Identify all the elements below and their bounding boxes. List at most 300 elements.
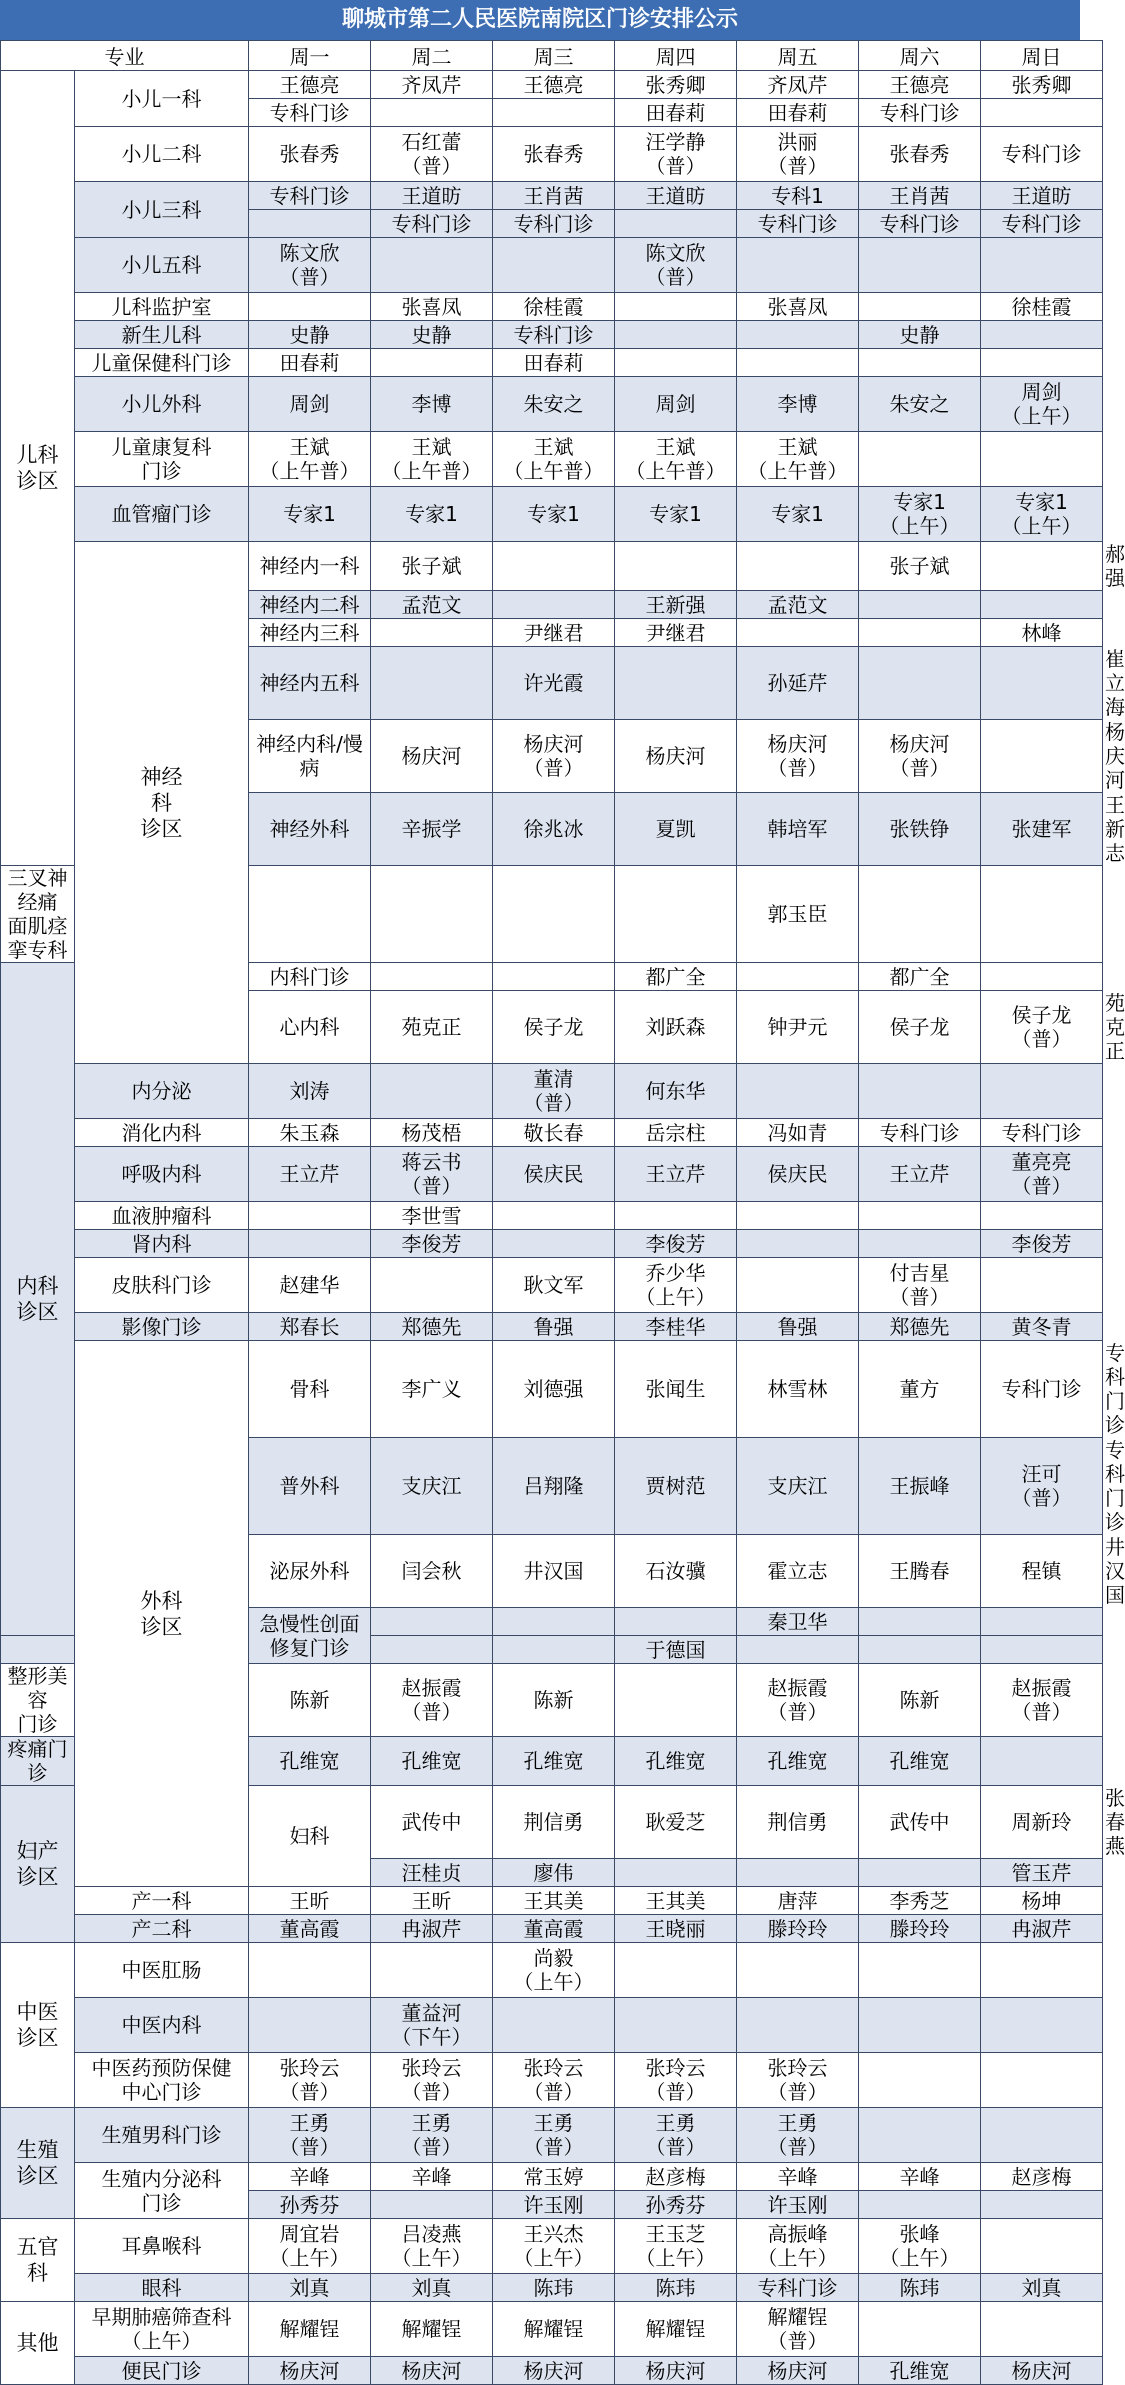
department-cell: 儿童康复科 门诊 [75, 432, 249, 487]
doctor-cell [981, 2191, 1103, 2219]
doctor-cell: 张春秀 [493, 127, 615, 182]
department-cell: 早期肺癌筛查科 （上午） [75, 2302, 249, 2357]
table-row: 神经 科 诊区 神经内一科 张子斌 张子斌 郝强 [1, 542, 1103, 591]
doctor-cell: 王腾春 [859, 1535, 981, 1608]
doctor-cell: 王勇 （普） [737, 2108, 859, 2163]
doctor-cell: 都广全 [615, 963, 737, 991]
doctor-cell: 田春莉 [737, 99, 859, 127]
doctor-cell: 专家1 （上午） [859, 487, 981, 542]
table-row [1, 293, 1103, 321]
doctor-cell: 杨庆河 （普） [493, 720, 615, 793]
doctor-cell: 史静 [371, 321, 493, 349]
department-cell: 新生儿科 [75, 321, 249, 349]
doctor-cell [493, 866, 615, 963]
doctor-cell: 冉淑芹 [371, 1915, 493, 1943]
doctor-cell: 张玲云 （普） [249, 2053, 371, 2108]
doctor-cell: 张秀卿 [981, 71, 1103, 99]
doctor-cell: 专家1 [493, 487, 615, 542]
doctor-cell [737, 1943, 859, 1998]
doctor-cell: 汪学静 （普） [615, 127, 737, 182]
table-row [1, 1887, 1103, 1915]
doctor-cell [981, 1943, 1103, 1998]
header-specialty: 专业 [1, 41, 249, 71]
doctor-cell: 赵彦梅 [615, 2163, 737, 2191]
doctor-cell: 专科门诊 [859, 99, 981, 127]
department-cell: 生殖内分泌科 门诊 [75, 2163, 249, 2219]
doctor-cell: 张子斌 [371, 542, 493, 591]
doctor-cell [981, 1998, 1103, 2053]
doctor-cell: 陈玮 [493, 2274, 615, 2302]
doctor-cell [981, 2219, 1103, 2274]
doctor-cell: 朱安之 [493, 377, 615, 432]
doctor-cell [859, 1859, 981, 1887]
doctor-cell: 许光霞 [493, 647, 615, 720]
department-cell: 儿科监护室 [75, 293, 249, 321]
doctor-cell: 杨庆河 [981, 2357, 1103, 2385]
doctor-cell [859, 2302, 981, 2357]
doctor-cell: 郑春长 [249, 1313, 371, 1341]
table-row: 泌尿外科 闫会秋 井汉国 石汝骥 霍立志 王腾春 程镇 井汉国 [1, 1535, 1103, 1608]
doctor-cell: 滕玲玲 [737, 1915, 859, 1943]
doctor-cell: 荆信勇 [493, 1786, 615, 1859]
department-cell: 神经内三科 [249, 619, 371, 647]
doctor-cell: 辛峰 [249, 2163, 371, 2191]
table-row [1, 349, 1103, 377]
doctor-cell: 张玲云 （普） [737, 2053, 859, 2108]
doctor-cell: 张喜凤 [371, 293, 493, 321]
doctor-cell: 陈玮 [859, 2274, 981, 2302]
doctor-cell: 赵建华 [249, 1258, 371, 1313]
doctor-cell: 杨庆河 [493, 2357, 615, 2385]
doctor-cell: 孔维宽 [737, 1737, 859, 1786]
department-cell: 小儿一科 [75, 71, 249, 127]
table-row: 心内科 苑克正 侯子龙 刘跃森 钟尹元 侯子龙 侯子龙 （普） 苑克正 [1, 991, 1103, 1064]
doctor-cell [615, 1998, 737, 2053]
doctor-cell: 杨庆河 [371, 720, 493, 793]
doctor-cell [615, 1859, 737, 1887]
doctor-cell: 井汉国 [493, 1535, 615, 1608]
table-row [1, 2274, 1103, 2302]
doctor-cell: 王勇 （普） [493, 2108, 615, 2163]
doctor-cell [737, 349, 859, 377]
header-day: 周五 [737, 41, 859, 71]
doctor-cell: 程镇 [981, 1535, 1103, 1608]
doctor-cell: 冯如青 [737, 1119, 859, 1147]
doctor-cell: 王德亮 [859, 71, 981, 99]
doctor-cell: 解耀锃 [493, 2302, 615, 2357]
doctor-cell [859, 238, 981, 293]
doctor-cell [371, 349, 493, 377]
doctor-cell: 陈新 [859, 1664, 981, 1737]
doctor-cell [249, 1998, 371, 2053]
doctor-cell [981, 2053, 1103, 2108]
doctor-cell [981, 2302, 1103, 2357]
doctor-cell [859, 591, 981, 619]
doctor-cell: 专科门诊 [981, 210, 1103, 238]
doctor-cell: 专家1 [249, 487, 371, 542]
doctor-cell: 专科门诊 [981, 127, 1103, 182]
doctor-cell: 李俊芳 [371, 1230, 493, 1258]
doctor-cell [249, 1202, 371, 1230]
department-cell: 消化内科 [75, 1119, 249, 1147]
department-cell: 泌尿外科 [249, 1535, 371, 1608]
department-cell: 心内科 [249, 991, 371, 1064]
header-day: 周二 [371, 41, 493, 71]
doctor-cell: 解耀锃 [249, 2302, 371, 2357]
doctor-cell [859, 647, 981, 720]
doctor-cell: 李桂华 [615, 1313, 737, 1341]
doctor-cell [981, 1737, 1103, 1786]
department-cell: 小儿三科 [75, 182, 249, 238]
table-row [1, 1147, 1103, 1202]
doctor-cell: 徐兆冰 [493, 793, 615, 866]
doctor-cell [859, 1998, 981, 2053]
table-row: 外科 诊区 骨科 李广义 刘德强 张闻生 林雪林 董方 专科门诊 专科门诊 [1, 1341, 1103, 1438]
doctor-cell: 王斌 （上午普） [615, 432, 737, 487]
doctor-cell [371, 2191, 493, 2219]
doctor-cell [981, 963, 1103, 991]
area-cell: 神经 科 诊区 [75, 542, 249, 1064]
doctor-cell [859, 2108, 981, 2163]
doctor-cell [859, 2053, 981, 2108]
doctor-cell: 专科门诊 [249, 182, 371, 210]
doctor-cell [493, 1202, 615, 1230]
doctor-cell: 王勇 （普） [371, 2108, 493, 2163]
table-row [1, 432, 1103, 487]
doctor-cell [493, 963, 615, 991]
department-cell: 神经内科/慢病 [249, 720, 371, 793]
doctor-cell [249, 1230, 371, 1258]
doctor-cell: 杨庆河 [737, 2357, 859, 2385]
doctor-cell: 解耀锃 （普） [737, 2302, 859, 2357]
doctor-cell [615, 321, 737, 349]
doctor-cell: 苑克正 [371, 991, 493, 1064]
table-row: 妇产 诊区 妇科 武传中 荆信勇 耿爱芝 荆信勇 武传中 周新玲 张春燕 [1, 1786, 1103, 1859]
area-cell: 其他 [1, 2302, 75, 2385]
schedule-body [1, 71, 1125, 2385]
doctor-cell: 王兴杰 （上午） [493, 2219, 615, 2274]
doctor-cell: 侯子龙 [493, 991, 615, 1064]
doctor-cell: 田春莉 [249, 349, 371, 377]
doctor-cell [981, 349, 1103, 377]
doctor-cell: 王勇 （普） [249, 2108, 371, 2163]
doctor-cell: 石汝骥 [615, 1535, 737, 1608]
doctor-cell: 郑德先 [371, 1313, 493, 1341]
doctor-cell: 辛峰 [737, 2163, 859, 2191]
doctor-cell [737, 963, 859, 991]
doctor-cell: 田春莉 [615, 99, 737, 127]
department-cell: 便民门诊 [75, 2357, 249, 2385]
doctor-cell: 侯庆民 [737, 1147, 859, 1202]
table-row [1, 1230, 1103, 1258]
doctor-cell [371, 99, 493, 127]
doctor-cell: 刘跃森 [615, 991, 737, 1064]
doctor-cell: 夏凯 [615, 793, 737, 866]
table-row [1, 127, 1103, 182]
doctor-cell [859, 1608, 981, 1636]
doctor-cell: 王斌 （上午普） [493, 432, 615, 487]
doctor-cell [249, 866, 371, 963]
doctor-cell: 孔维宽 [615, 1737, 737, 1786]
table-row [1, 1202, 1103, 1230]
doctor-cell [615, 1943, 737, 1998]
department-cell: 神经内一科 [249, 542, 371, 591]
doctor-cell: 武传中 [371, 1786, 493, 1859]
doctor-cell: 朱安之 [859, 377, 981, 432]
doctor-cell [493, 99, 615, 127]
department-cell: 产一科 [75, 1887, 249, 1915]
doctor-cell: 史静 [249, 321, 371, 349]
doctor-cell [981, 1608, 1103, 1636]
doctor-cell: 专家1 [371, 487, 493, 542]
doctor-cell: 孔维宽 [493, 1737, 615, 1786]
doctor-cell [981, 1636, 1103, 1664]
doctor-cell: 李博 [737, 377, 859, 432]
table-row [1, 182, 1103, 210]
doctor-cell: 付吉星 （普） [859, 1258, 981, 1313]
table-row [1, 2302, 1103, 2357]
doctor-cell: 张铁铮 [859, 793, 981, 866]
doctor-cell [859, 349, 981, 377]
doctor-cell [737, 238, 859, 293]
doctor-cell: 专科门诊 [859, 1119, 981, 1147]
doctor-cell [981, 2108, 1103, 2163]
doctor-cell [371, 963, 493, 991]
department-cell: 神经外科 [249, 793, 371, 866]
doctor-cell: 李秀芝 [859, 1887, 981, 1915]
doctor-cell: 王昕 [249, 1887, 371, 1915]
doctor-cell: 董益河 （下午） [371, 1998, 493, 2053]
doctor-cell: 鲁强 [737, 1313, 859, 1341]
doctor-cell: 霍立志 [737, 1535, 859, 1608]
department-cell: 中医肛肠 [75, 1943, 249, 1998]
doctor-cell: 支庆江 [371, 1438, 493, 1535]
doctor-cell: 解耀锃 [615, 2302, 737, 2357]
table-row [1, 321, 1103, 349]
doctor-cell: 周新玲 [981, 1786, 1103, 1859]
doctor-cell [981, 720, 1103, 793]
doctor-cell: 蒋云书 （普） [371, 1147, 493, 1202]
doctor-cell: 郑德先 [859, 1313, 981, 1341]
doctor-cell [737, 1859, 859, 1887]
doctor-cell: 刘真 [981, 2274, 1103, 2302]
doctor-cell: 敬长春 [493, 1119, 615, 1147]
doctor-cell [249, 210, 371, 238]
doctor-cell: 董亮亮 （普） [981, 1147, 1103, 1202]
doctor-cell [371, 1258, 493, 1313]
doctor-cell: 张建军 [981, 793, 1103, 866]
doctor-cell: 杨庆河 [615, 2357, 737, 2385]
doctor-cell: 齐凤芹 [371, 71, 493, 99]
header-day: 周四 [615, 41, 737, 71]
doctor-cell: 张闻生 [615, 1341, 737, 1438]
doctor-cell [371, 619, 493, 647]
doctor-cell: 孙延芹 [737, 647, 859, 720]
table-row [1, 1119, 1103, 1147]
doctor-cell: 辛振学 [371, 793, 493, 866]
doctor-cell: 辛峰 [371, 2163, 493, 2191]
doctor-cell: 专科门诊 [371, 210, 493, 238]
doctor-cell: 徐桂霞 [493, 293, 615, 321]
doctor-cell: 杨庆河 （普） [859, 720, 981, 793]
doctor-cell: 王肖茜 [859, 182, 981, 210]
doctor-cell: 张玲云 （普） [615, 2053, 737, 2108]
doctor-cell: 林雪林 [737, 1341, 859, 1438]
area-cell: 妇产 诊区 [1, 1786, 75, 1943]
doctor-cell: 张玲云 （普） [371, 2053, 493, 2108]
header-row [1, 41, 1103, 71]
department-cell: 小儿外科 [75, 377, 249, 432]
doctor-cell: 刘涛 [249, 1064, 371, 1119]
doctor-cell: 赵振霞 （普） [371, 1664, 493, 1737]
doctor-cell [859, 432, 981, 487]
table-row [1, 1313, 1103, 1341]
department-cell: 血管瘤门诊 [75, 487, 249, 542]
doctor-cell: 孔维宽 [249, 1737, 371, 1786]
doctor-cell: 专科门诊 [981, 1119, 1103, 1147]
doctor-cell: 吕翔隆 [493, 1438, 615, 1535]
area-cell: 内科 诊区 [1, 963, 75, 1636]
doctor-cell: 王道昉 [615, 182, 737, 210]
doctor-cell [859, 1064, 981, 1119]
doctor-cell: 贾树范 [615, 1438, 737, 1535]
doctor-cell: 王斌 （上午普） [371, 432, 493, 487]
doctor-cell: 专科门诊 [493, 210, 615, 238]
doctor-cell [249, 293, 371, 321]
doctor-cell: 杨坤 [981, 1887, 1103, 1915]
doctor-cell [615, 647, 737, 720]
doctor-cell [981, 1064, 1103, 1119]
doctor-cell: 解耀锃 [371, 2302, 493, 2357]
doctor-cell: 孟范文 [371, 591, 493, 619]
doctor-cell [859, 293, 981, 321]
doctor-cell: 专科门诊 [493, 321, 615, 349]
doctor-cell [371, 647, 493, 720]
doctor-cell: 张春秀 [249, 127, 371, 182]
department-cell: 耳鼻喉科 [75, 2219, 249, 2274]
schedule-table [0, 40, 1125, 2385]
table-row [1, 487, 1103, 542]
table-row [1, 2219, 1103, 2274]
doctor-cell: 陈玮 [615, 2274, 737, 2302]
doctor-cell: 冉淑芹 [981, 1915, 1103, 1943]
doctor-cell: 周剑 （上午） [981, 377, 1103, 432]
doctor-cell: 洪丽 （普） [737, 127, 859, 182]
table-row: 普外科 支庆江 吕翔隆 贾树范 支庆江 王振峰 汪可 （普） 专科门诊 [1, 1438, 1103, 1535]
table-row [1, 71, 1103, 99]
doctor-cell [981, 866, 1103, 963]
doctor-cell [493, 542, 615, 591]
doctor-cell: 董方 [859, 1341, 981, 1438]
doctor-cell [859, 1202, 981, 1230]
department-cell: 小儿二科 [75, 127, 249, 182]
table-row [1, 1943, 1103, 1998]
doctor-cell: 王德亮 [493, 71, 615, 99]
doctor-cell [859, 1636, 981, 1664]
department-cell: 内分泌 [75, 1064, 249, 1119]
department-cell: 产二科 [75, 1915, 249, 1943]
doctor-cell [371, 238, 493, 293]
doctor-cell: 王斌 （上午普） [249, 432, 371, 487]
doctor-cell: 王晓丽 [615, 1915, 737, 1943]
doctor-cell: 专家1 （上午） [981, 487, 1103, 542]
doctor-cell [981, 99, 1103, 127]
doctor-cell: 许玉刚 [493, 2191, 615, 2219]
doctor-cell: 黄冬青 [981, 1313, 1103, 1341]
doctor-cell: 许玉刚 [737, 2191, 859, 2219]
doctor-cell: 专科门诊 [737, 2274, 859, 2302]
department-cell: 血液肿瘤科 [75, 1202, 249, 1230]
doctor-cell: 管玉芹 [981, 1859, 1103, 1887]
table-row [1, 2357, 1103, 2385]
department-cell: 儿童保健科门诊 [75, 349, 249, 377]
doctor-cell: 韩培军 [737, 793, 859, 866]
doctor-cell: 董高霞 [493, 1915, 615, 1943]
doctor-cell: 董清 （普） [493, 1064, 615, 1119]
doctor-cell [981, 321, 1103, 349]
doctor-cell: 郭玉臣 [737, 866, 859, 963]
doctor-cell: 王肖茜 [493, 182, 615, 210]
doctor-cell [737, 619, 859, 647]
doctor-cell: 刘真 [371, 2274, 493, 2302]
doctor-cell: 陈新 [493, 1664, 615, 1737]
doctor-cell: 田春莉 [493, 349, 615, 377]
doctor-cell: 专科1 [737, 182, 859, 210]
table-row [1, 1915, 1103, 1943]
doctor-cell: 杨庆河 [249, 2357, 371, 2385]
doctor-cell [737, 1258, 859, 1313]
doctor-cell: 杨庆河 （普） [737, 720, 859, 793]
doctor-cell: 王斌 （上午普） [737, 432, 859, 487]
doctor-cell: 王立芹 [859, 1147, 981, 1202]
doctor-cell: 耿文军 [493, 1258, 615, 1313]
department-cell: 三叉神经痛 面肌痉挛专科 [1, 866, 75, 963]
department-cell: 眼科 [75, 2274, 249, 2302]
doctor-cell: 王玉芝 （上午） [615, 2219, 737, 2274]
doctor-cell: 专科门诊 [737, 210, 859, 238]
doctor-cell: 汪桂贞 [371, 1859, 493, 1887]
doctor-cell: 专家1 [737, 487, 859, 542]
area-cell: 中医 诊区 [1, 1943, 75, 2108]
doctor-cell [493, 238, 615, 293]
table-row: 神经外科 辛振学 徐兆冰 夏凯 韩培军 张铁铮 张建军 王新志 [1, 793, 1103, 866]
doctor-cell: 张喜凤 [737, 293, 859, 321]
doctor-cell: 吕凌燕 （上午） [371, 2219, 493, 2274]
doctor-cell: 王其美 [615, 1887, 737, 1915]
department-cell: 肾内科 [75, 1230, 249, 1258]
doctor-cell: 汪可 （普） [981, 1438, 1103, 1535]
doctor-cell [249, 1943, 371, 1998]
doctor-cell [493, 1636, 615, 1664]
doctor-cell: 孔维宽 [859, 1737, 981, 1786]
department-cell: 中医药预防保健 中心门诊 [75, 2053, 249, 2108]
doctor-cell: 陈文欣 （普） [249, 238, 371, 293]
doctor-cell: 辛峰 [859, 2163, 981, 2191]
doctor-cell [371, 1064, 493, 1119]
doctor-cell: 专科门诊 [249, 99, 371, 127]
doctor-cell: 杨茂梧 [371, 1119, 493, 1147]
doctor-cell [737, 1230, 859, 1258]
department-cell: 急慢性创面 修复门诊 [249, 1608, 371, 1664]
doctor-cell: 周剑 [249, 377, 371, 432]
doctor-cell [371, 1943, 493, 1998]
doctor-cell: 朱玉森 [249, 1119, 371, 1147]
doctor-cell: 孙秀芬 [249, 2191, 371, 2219]
doctor-cell [981, 238, 1103, 293]
doctor-cell [859, 1230, 981, 1258]
doctor-cell [981, 647, 1103, 720]
doctor-cell: 王立芹 [615, 1147, 737, 1202]
